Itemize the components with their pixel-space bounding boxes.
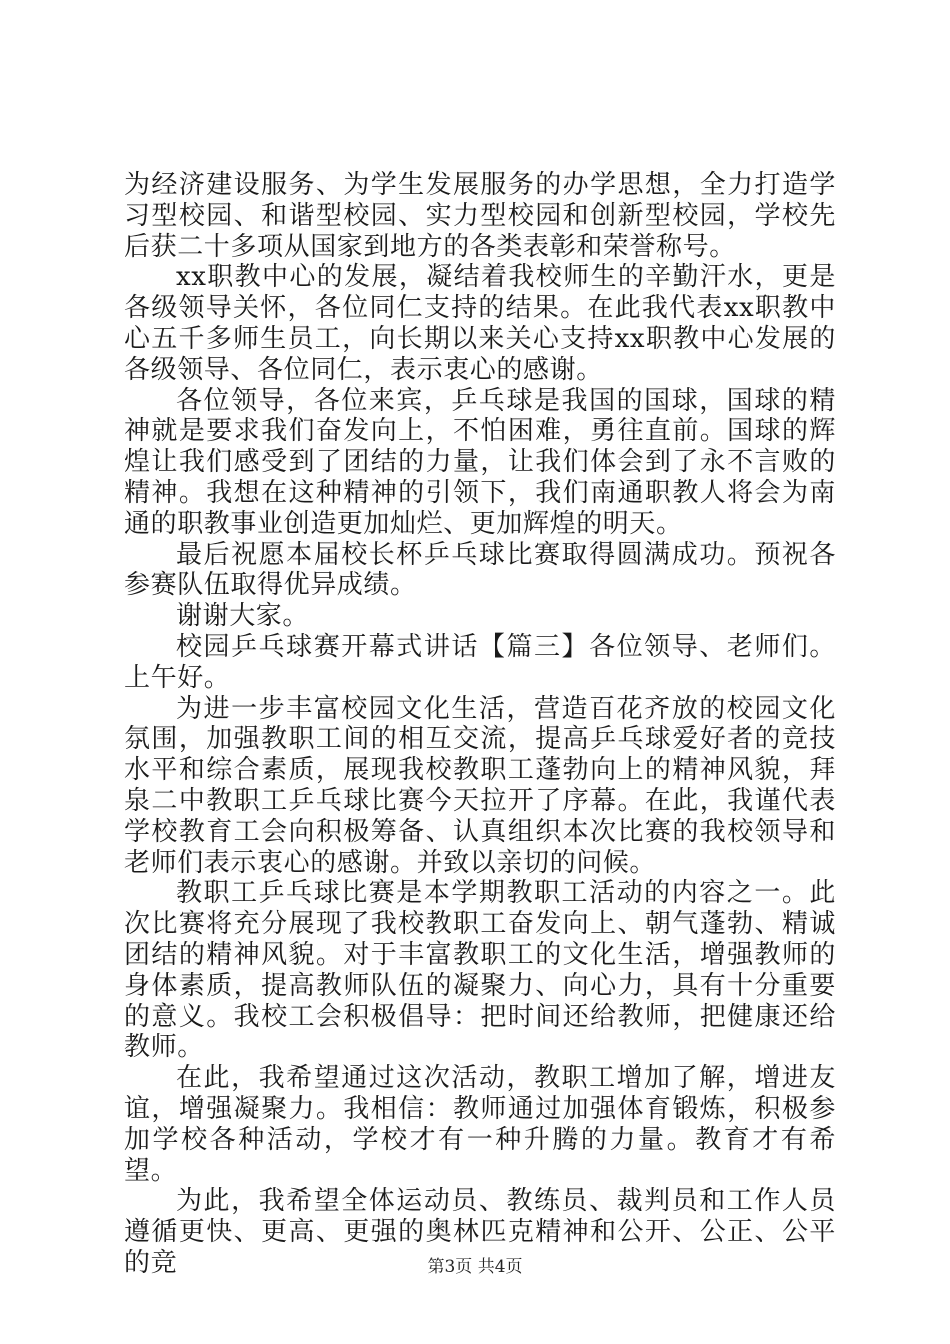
paragraph-5: 谢谢大家。 (176, 601, 310, 632)
paragraph-4: 最后祝愿本届校长杯乒乓球比赛取得圆满成功。预祝各参赛队伍取得优异成绩。 (124, 539, 836, 601)
paragraph-1: 为经济建设服务、为学生发展服务的办学思想，全力打造学习型校园、和谐型校园、实力型校园和创新型校园，学校先后获二十多项从国家到地方的各类表彰和荣誉称号。 (124, 170, 836, 262)
page-number-footer: 第3页 共4页 (427, 1257, 523, 1277)
paragraph-6: 校园乒乓球赛开幕式讲话【篇三】各位领导、老师们。上午好。 (124, 631, 836, 693)
paragraph-2: xx职教中心的发展，凝结着我校师生的辛勤汗水，更是各级领导关怀，各位同仁支持的结果。在此我代表xx职教中心五千多师生员工，向长期以来关心支持xx职教中心发展的各级领导、各位同仁，表示衷心的感谢。 (124, 262, 836, 385)
paragraph-10: 为此，我希望全体运动员、教练员、裁判员和工作人员遵循更快、更高、更强的奥林匹克精神和公开、公正、公平的竞 (124, 1186, 836, 1278)
paragraph-8: 教职工乒乓球比赛是本学期教职工活动的内容之一。此次比赛将充分展现了我校教职工奋发向上、朝气蓬勃、精诚团结的精神风貌。对于丰富教职工的文化生活，增强教师的身体素质，提高教师队伍的凝聚力、向心力，具有十分重要的意义。我校工会积极倡导：把时间还给教师，把健康还给教师。 (124, 878, 836, 1063)
document-body (124, 170, 836, 1279)
paragraph-3: 各位领导，各位来宾，乒乓球是我国的国球，国球的精神就是要求我们奋发向上，不怕困难，勇往直前。国球的辉煌让我们感受到了团结的力量，让我们体会到了永不言败的精神。我想在这种精神的引领下，我们南通职教人将会为南通的职教事业创造更加灿烂、更加辉煌的明天。 (124, 385, 836, 539)
paragraph-7: 为进一步丰富校园文化生活，营造百花齐放的校园文化氛围，加强教职工间的相互交流，提高乒乓球爱好者的竞技水平和综合素质，展现我校教职工蓬勃向上的精神风貌，拜泉二中教职工乒乓球比赛今天拉开了序幕。在此，我谨代表学校教育工会向积极筹备、认真组织本次比赛的我校领导和老师们表示衷心的感谢。并致以亲切的问候。 (124, 693, 836, 878)
paragraph-9: 在此，我希望通过这次活动，教职工增加了解，增进友谊，增强凝聚力。我相信：教师通过加强体育锻炼，积极参加学校各种活动，学校才有一种升腾的力量。教育才有希望。 (124, 1063, 836, 1186)
